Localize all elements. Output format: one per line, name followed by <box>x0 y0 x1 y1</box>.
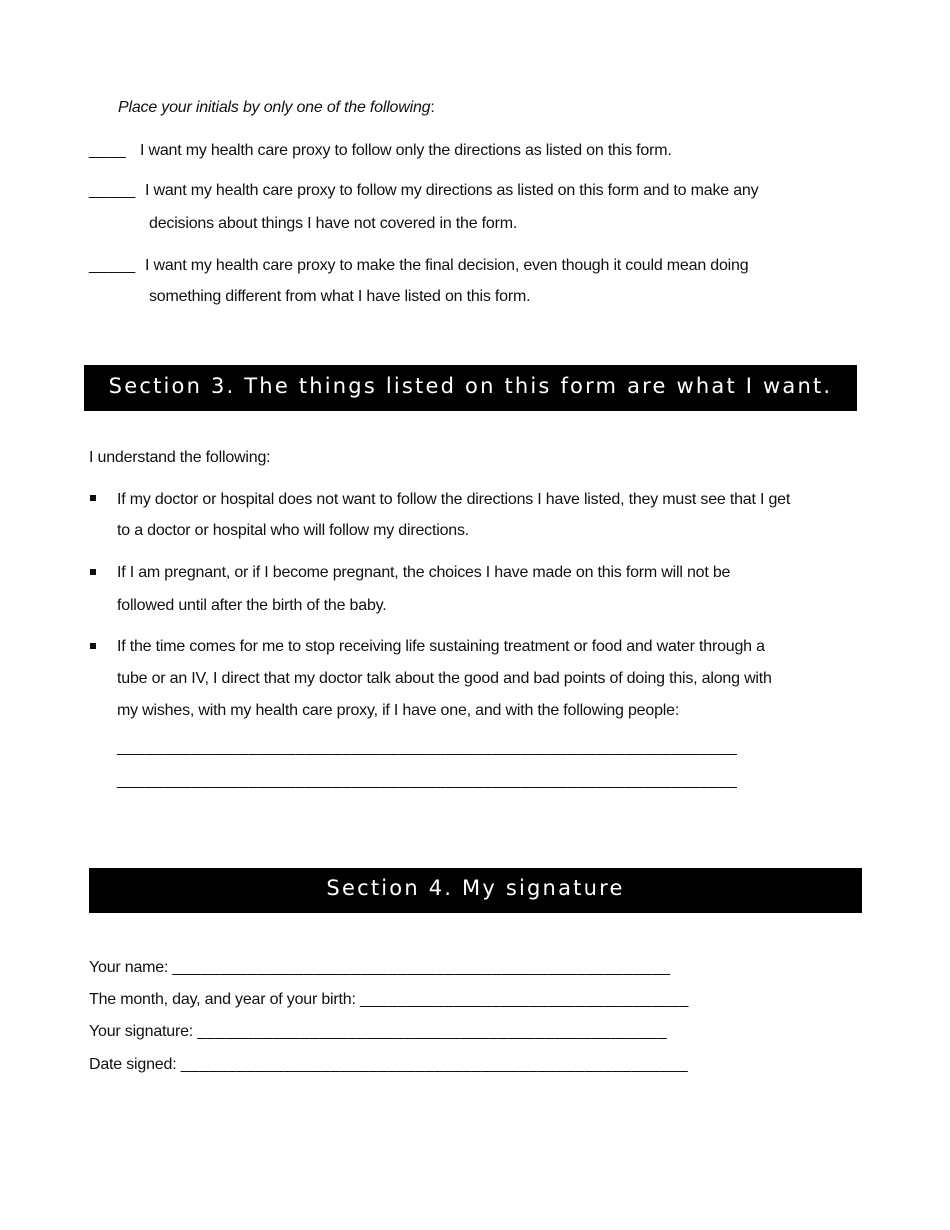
people-blank-line-2[interactable]: __________________________________________________________________ <box>117 772 738 789</box>
bullet-3-marker <box>90 643 96 649</box>
bullet-1-line-2: to a doctor or hospital who will follow my directions. <box>117 522 470 539</box>
field-your-name-blank[interactable]: _____________________________________________________ <box>172 959 671 976</box>
field-your-name-label: Your name: <box>89 959 169 976</box>
initials-instruction-colon: : <box>430 99 435 116</box>
option-2-text-line-2: decisions about things I have not covered in the form. <box>149 215 518 232</box>
section-3-heading: Section 3. The things listed on this form are what I want. <box>84 365 857 411</box>
field-your-name <box>89 958 671 978</box>
option-3-text-line-1: I want my health care proxy to make the final decision, even though it could mean doing <box>145 257 749 274</box>
field-birth-date <box>89 990 689 1010</box>
section-3-intro: I understand the following: <box>89 449 271 466</box>
initials-instruction-text: Place your initials by only one of the following <box>118 99 431 116</box>
field-date-signed-blank[interactable]: ______________________________________________________ <box>180 1056 689 1073</box>
field-your-signature-label: Your signature: <box>89 1023 194 1040</box>
bullet-1-marker <box>90 495 96 501</box>
bullet-3-line-2: tube or an IV, I direct that my doctor talk about the good and bad points of doing this, along with <box>117 670 772 687</box>
field-birth-date-label: The month, day, and year of your birth: <box>89 991 356 1008</box>
option-1-initials-blank[interactable]: ____ <box>89 142 127 159</box>
field-your-signature <box>89 1022 667 1042</box>
bullet-2-line-2: followed until after the birth of the baby. <box>117 597 387 614</box>
bullet-1-line-1: If my doctor or hospital does not want to follow the directions I have listed, they must see that I get <box>117 491 791 508</box>
option-3-initials-blank[interactable]: _____ <box>89 257 136 274</box>
people-blank-line-1[interactable]: __________________________________________________________________ <box>117 739 738 756</box>
field-birth-date-blank[interactable]: ___________________________________ <box>359 991 689 1008</box>
initials-instruction <box>118 98 435 118</box>
option-2-text-line-1: I want my health care proxy to follow my directions as listed on this form and to make any <box>145 182 759 199</box>
field-date-signed <box>89 1055 688 1075</box>
field-your-signature-blank[interactable]: __________________________________________________ <box>197 1023 668 1040</box>
option-1-text-line-1: I want my health care proxy to follow only the directions as listed on this form. <box>140 142 672 159</box>
bullet-3-line-3: my wishes, with my health care proxy, if I have one, and with the following people: <box>117 702 680 719</box>
option-3-text-line-2: something different from what I have listed on this form. <box>149 288 531 305</box>
section-4-heading: Section 4. My signature <box>89 868 862 913</box>
bullet-3-line-1: If the time comes for me to stop receiving life sustaining treatment or food and water through a <box>117 638 765 655</box>
bullet-2-marker <box>90 569 96 575</box>
option-2-initials-blank[interactable]: _____ <box>89 182 136 199</box>
bullet-2-line-1: If I am pregnant, or if I become pregnant, the choices I have made on this form will not be <box>117 564 731 581</box>
field-date-signed-label: Date signed: <box>89 1056 177 1073</box>
